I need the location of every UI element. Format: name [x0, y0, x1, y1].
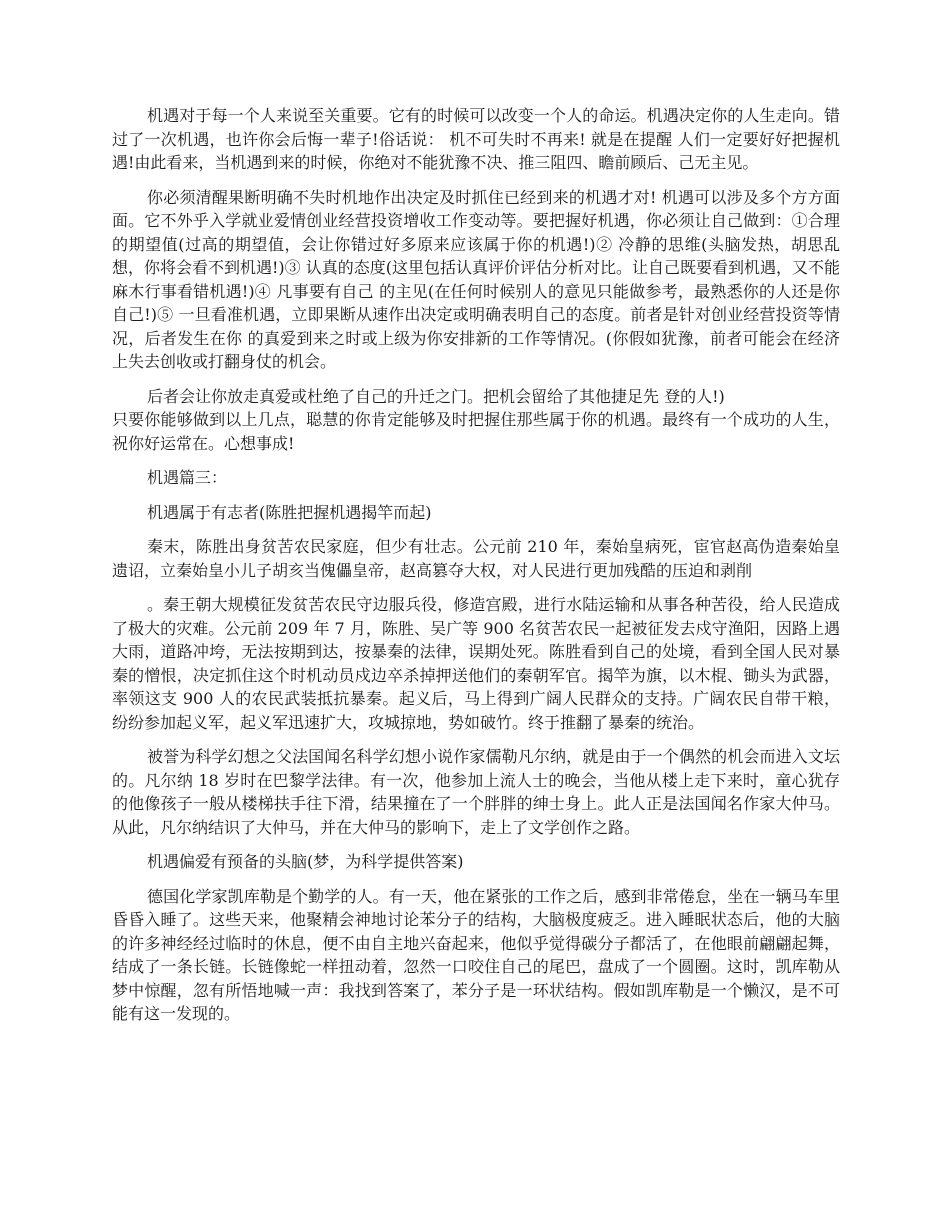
- paragraph-intro: 机遇对于每一个人来说至关重要。它有的时候可以改变一个人的命运。机遇决定你的人生走向。错过了一次机遇，也许你会后悔一辈子!俗话说： 机不可失时不再来! 就是在提醒 人们一定要好好把握机遇!由此看来，当机遇到来的时候，你绝对不能犹豫不决、推三阻四、瞻前顾后、己无主见。: [112, 106, 840, 172]
- paragraph-uprising: 。秦王朝大规模征发贫苦农民守边服兵役，修造宫殿，进行水陆运输和从事各种苦役，给人民造成了极大的灾难。公元前 209 年 7 月，陈胜、吴广等 900 名贫苦农民一起被征发去戍守渔阳，因路上遇大雨，道路冲垮，无法按期到达，按暴秦的法律，误期处死。陈胜看到自己的处境，看到全国人民对暴秦的憎恨，决定抓住这个时机动员戍边卒杀掉押送他们的秦朝军官。揭竿为旗，以木棍、锄头为武器，率领这支 900 人的农民武装抵抗暴秦。起义后，马上得到广阔人民群众的支持。广阔农民自带干粮，纷纷参加起义军，起义军迅速扩大，攻城掠地，势如破竹。终于推翻了暴秦的统治。: [112, 595, 840, 732]
- section-heading-part-three: 机遇篇三：: [147, 468, 228, 487]
- paragraph-qin-dynasty: 秦末，陈胜出身贫苦农民家庭，但少有壮志。公元前 210 年，秦始皇病死，宦官赵高伪造秦始皇遗诏，立秦始皇小儿子胡亥当傀儡皇帝，赵高篡夺大权，对人民进行更加残酷的压迫和剥削: [112, 537, 840, 580]
- subheading-chen-sheng: 机遇属于有志者(陈胜把握机遇揭竿而起): [147, 502, 432, 522]
- paragraph-kekule: 德国化学家凯库勒是个勤学的人。有一天，他在紧张的工作之后，感到非常倦怠，坐在一辆马车里昏昏入睡了。这些天来，他聚精会神地讨论苯分子的结构，大脑极度疲乏。进入睡眠状态后，他的大脑的许多神经经过临时的休息，便不由自主地兴奋起来，他似乎觉得碳分子都活了，在他眼前翩翩起舞，结成了一条长链。长链像蛇一样扭动着，忽然一口咬住自己的尾巴，盘成了一个圆圈。这时，凯库勒从梦中惊醒，忽有所悟地喊一声：我找到答案了，苯分子是一环状结构。假如凯库勒是一个懒汉，是不可能有这一发现的。: [112, 886, 840, 1023]
- paragraph-conclusion: 只要你能够做到以上几点，聪慧的你肯定能够及时把握住那些属于你的机遇。最终有一个成功的人生，祝你好运常在。心想事成!: [112, 410, 840, 453]
- paragraph-decisive-action: 你必须清醒果断明确不失时机地作出决定及时抓住已经到来的机遇才对! 机遇可以涉及多个方方面面。它不外乎入学就业爱情创业经营投资增收工作变动等。要把握好机遇，你必须让自己做到：①合理的期望值(过高的期望值，会让你错过好多原来应该属于你的机遇!)② 冷静的思维(头脑发热，胡思乱想，你将会看不到机遇!)③ 认真的态度(这里包括认真评价评估分析对比。让自己既要看到机遇，又不能麻木行事看错机遇!)④ 凡事要有自己 的主见(在任何时候别人的意见只能做参考，最熟悉你的人还是你自己!)⑤ 一旦看准机遇，立即果断从速作出决定或明确表明自己的态度。前者是针对创业经营投资等情况，后者发生在你 的真爱到来之时或上级为你安排新的工作等情况。(你假如犹豫，前者可能会在经济上失去创收或打翻身仗的机会。: [112, 187, 841, 371]
- paragraph-continuation: 后者会让你放走真爱或杜绝了自己的升迁之门。把机会留给了其他捷足先 登的人!): [147, 386, 725, 406]
- paragraph-jules-verne: 被誉为科学幻想之父法国闻名科学幻想小说作家儒勒凡尔纳，就是由于一个偶然的机会而进入文坛的。凡尔纳 18 岁时在巴黎学法律。有一次，他参加上流人士的晚会，当他从楼上走下来时，童心犹存的他像孩子一般从楼梯扶手往下滑，结果撞在了一个胖胖的绅士身上。此人正是法国闻名作家大仲马。从此，凡尔纳结识了大仲马，并在大仲马的影响下，走上了文学创作之路。: [112, 747, 840, 837]
- document-body: [112, 104, 840, 1037]
- subheading-prepared-mind: 机遇偏爱有预备的头脑(梦，为科学提供答案): [147, 852, 464, 871]
